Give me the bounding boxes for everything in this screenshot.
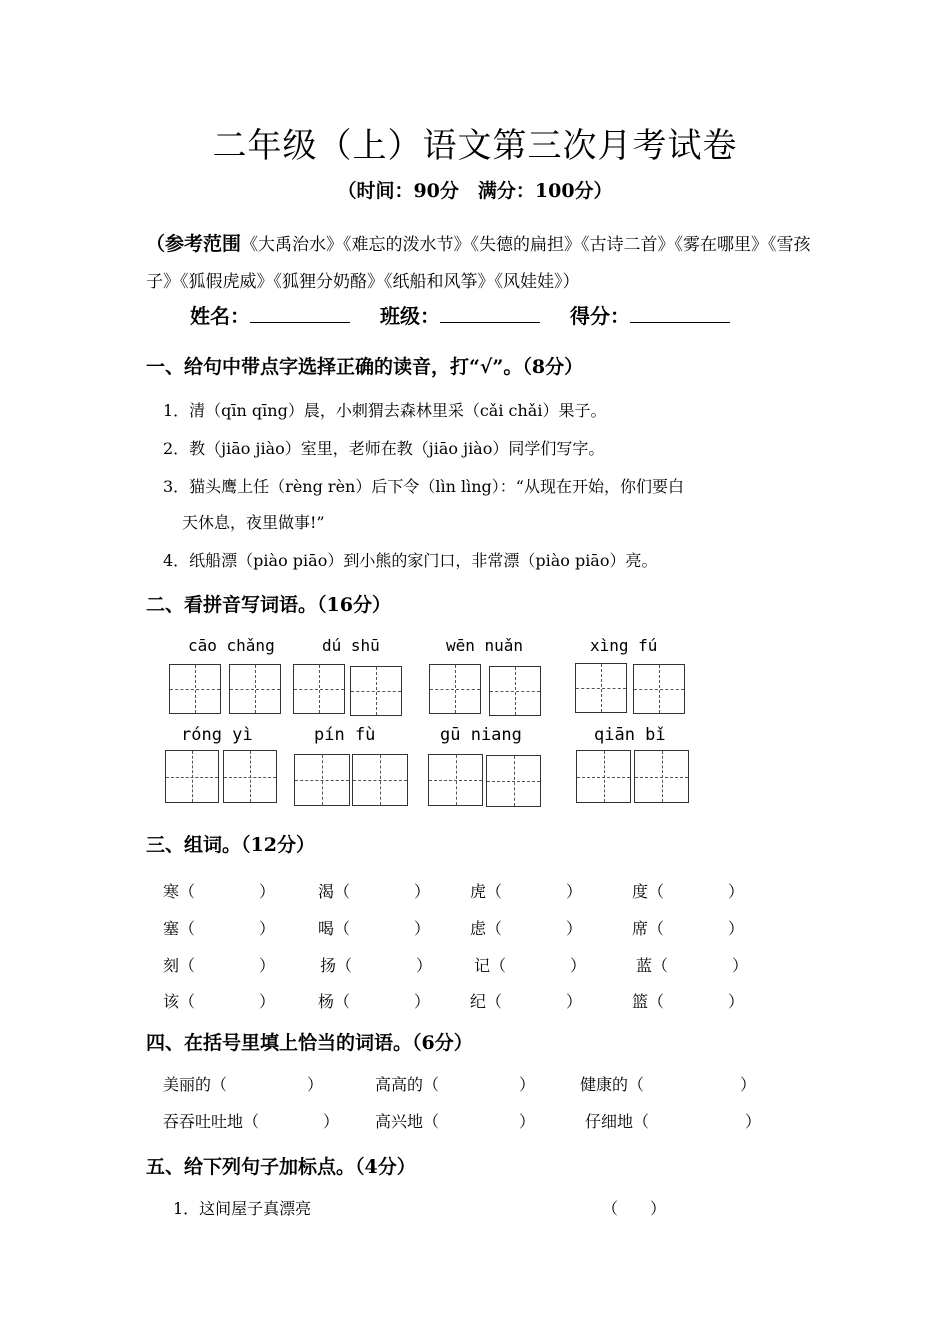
writing-box[interactable] bbox=[429, 664, 481, 714]
writing-box[interactable] bbox=[165, 750, 219, 803]
score-label: 得分： bbox=[570, 304, 630, 328]
pinyin-label: róng yì bbox=[181, 725, 253, 745]
word-group-item[interactable]: 喝（ ） bbox=[318, 919, 431, 938]
punctuation-answer-blank[interactable]: （ ） bbox=[602, 1199, 667, 1218]
writing-box[interactable] bbox=[229, 664, 281, 714]
section-1-title: 一、给句中带点字选择正确的读音，打“√”。（8分） bbox=[146, 356, 584, 378]
writing-box[interactable] bbox=[634, 750, 689, 803]
fill-word-item[interactable]: 高高的（ ） bbox=[375, 1075, 536, 1094]
section-1-item[interactable]: 3．猫头鹰上任（rèng rèn）后下令（lìn lìng）：“从现在开始，你们要白 bbox=[163, 477, 684, 496]
writing-box[interactable] bbox=[169, 664, 221, 714]
class-blank[interactable] bbox=[440, 302, 540, 323]
writing-box[interactable] bbox=[486, 755, 541, 807]
section-1-item-continued: 天休息，夜里做事!” bbox=[182, 513, 325, 532]
writing-box[interactable] bbox=[294, 754, 350, 806]
section-5-title: 五、给下列句子加标点。（4分） bbox=[146, 1156, 416, 1178]
word-group-item[interactable]: 度（ ） bbox=[632, 882, 745, 901]
writing-box[interactable] bbox=[428, 754, 483, 806]
score-field[interactable] bbox=[570, 300, 730, 329]
section-1-item[interactable]: 1．清（qīn qīng）晨，小刺猬去森林里采（cǎi chǎi）果子。 bbox=[163, 401, 607, 420]
pinyin-label: xìng fú bbox=[590, 636, 658, 655]
page-title: 二年级（上）语文第三次月考试卷 bbox=[212, 126, 738, 166]
section-3-title: 三、组词。（12分） bbox=[146, 834, 315, 856]
section-1-item[interactable]: 2．教（jiāo jiào）室里，老师在教（jiāo jiào）同学们写字。 bbox=[163, 439, 605, 458]
fill-word-item[interactable]: 健康的（ ） bbox=[580, 1075, 757, 1094]
class-field[interactable] bbox=[380, 300, 540, 329]
fill-word-item[interactable]: 仔细地（ ） bbox=[585, 1112, 762, 1131]
word-group-item[interactable]: 杨（ ） bbox=[318, 992, 431, 1011]
word-group-item[interactable]: 虑（ ） bbox=[470, 919, 583, 938]
word-group-item[interactable]: 该（ ） bbox=[163, 992, 276, 1011]
section-2-title: 二、看拼音写词语。（16分） bbox=[146, 594, 391, 616]
score-blank[interactable] bbox=[630, 302, 730, 323]
pinyin-label: wēn nuǎn bbox=[446, 636, 524, 655]
scope-lead: （参考范围 bbox=[146, 233, 242, 255]
punctuation-sentence: 1．这间屋子真漂亮 bbox=[173, 1199, 312, 1218]
word-group-item[interactable]: 纪（ ） bbox=[470, 992, 583, 1011]
pinyin-label: dú shū bbox=[322, 636, 380, 655]
name-field[interactable] bbox=[190, 300, 350, 329]
word-group-item[interactable]: 蓝（ ） bbox=[636, 956, 749, 975]
reference-scope bbox=[146, 226, 826, 301]
pinyin-label: qiān bǐ bbox=[594, 725, 666, 745]
exam-time-score: （时间：90分 满分：100分） bbox=[337, 180, 613, 202]
writing-box[interactable] bbox=[293, 664, 345, 714]
section-4-title: 四、在括号里填上恰当的词语。（6分） bbox=[146, 1032, 473, 1054]
word-group-item[interactable]: 虎（ ） bbox=[470, 882, 583, 901]
pinyin-label: cāo chǎng bbox=[188, 636, 275, 655]
pinyin-label: pín fù bbox=[314, 725, 376, 745]
writing-box[interactable] bbox=[576, 750, 631, 803]
name-label: 姓名： bbox=[190, 304, 250, 328]
word-group-item[interactable]: 渴（ ） bbox=[318, 882, 431, 901]
writing-box[interactable] bbox=[633, 664, 685, 714]
writing-box[interactable] bbox=[575, 663, 627, 713]
word-group-item[interactable]: 篮（ ） bbox=[632, 992, 745, 1011]
scope-text: 《大禹治水》《难忘的泼水节》《失德的扁担》《古诗二首》《雾在哪里》《雪孩子》《狐假虎威》《狐狸分奶酪》《纸船和风筝》《风娃娃》） bbox=[146, 235, 811, 292]
writing-box[interactable] bbox=[352, 754, 408, 806]
writing-box[interactable] bbox=[489, 666, 541, 716]
section-1-item[interactable]: 4．纸船漂（piào piāo）到小熊的家门口，非常漂（piào piāo）亮。 bbox=[163, 551, 658, 570]
word-group-item[interactable]: 寒（ ） bbox=[163, 882, 276, 901]
writing-box[interactable] bbox=[350, 666, 402, 716]
writing-box[interactable] bbox=[223, 750, 277, 803]
word-group-item[interactable]: 刻（ ） bbox=[163, 956, 276, 975]
name-blank[interactable] bbox=[250, 302, 350, 323]
class-label: 班级： bbox=[380, 304, 440, 328]
fill-word-item[interactable]: 高兴地（ ） bbox=[375, 1112, 536, 1131]
fill-word-item[interactable]: 美丽的（ ） bbox=[163, 1075, 324, 1094]
word-group-item[interactable]: 扬（ ） bbox=[320, 956, 433, 975]
pinyin-label: gū niang bbox=[440, 725, 522, 745]
word-group-item[interactable]: 塞（ ） bbox=[163, 919, 276, 938]
word-group-item[interactable]: 记（ ） bbox=[474, 956, 587, 975]
fill-word-item[interactable]: 吞吞吐吐地（ ） bbox=[163, 1112, 340, 1131]
word-group-item[interactable]: 席（ ） bbox=[632, 919, 745, 938]
